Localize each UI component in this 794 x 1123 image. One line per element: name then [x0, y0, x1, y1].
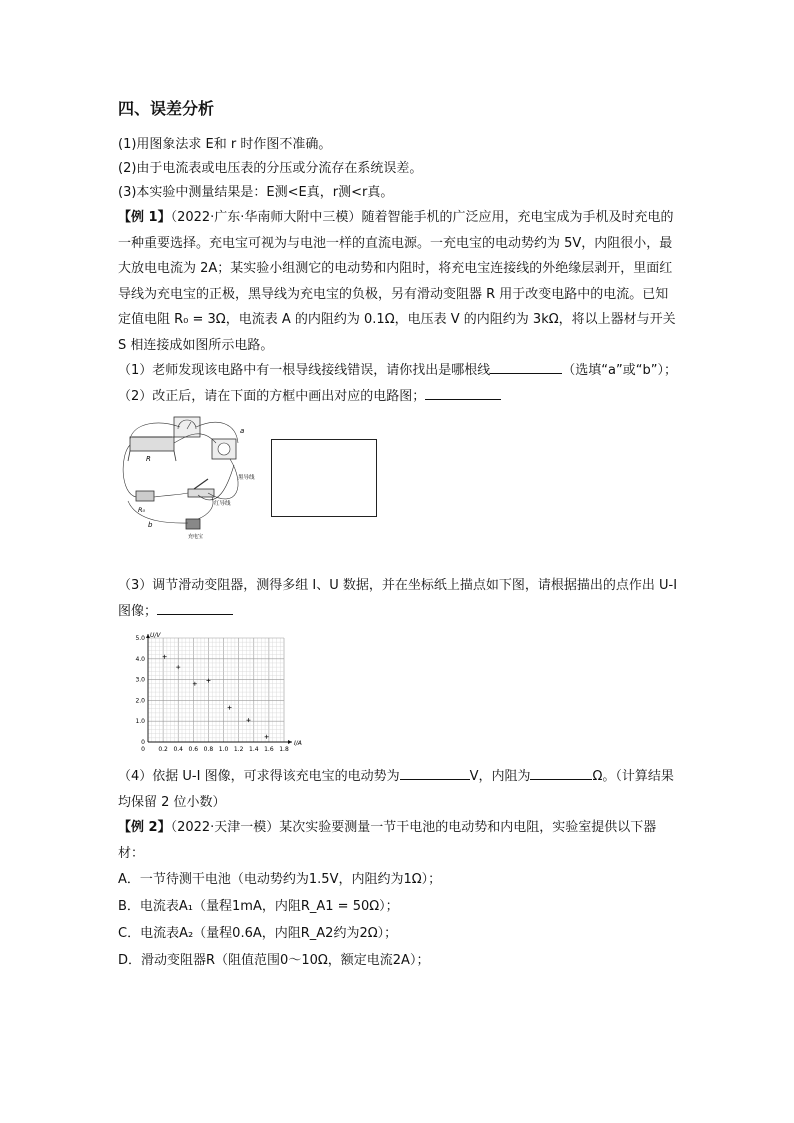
error-point-1: (1)用图象法求 E和 r 时作图不准确。 [118, 137, 332, 152]
question-3 [118, 573, 678, 624]
x-tick-label: 0.6 [188, 746, 199, 753]
y-tick-label: 5.0 [135, 635, 145, 642]
origin-label: 0 [141, 746, 145, 753]
x-tick-label: 0.4 [173, 746, 183, 753]
question-1 [118, 358, 678, 384]
question-4-text-a: （4）依据 U-I 图像，可求得该充电宝的电动势为 [118, 769, 400, 784]
label-black-wire: 黑导线 [238, 475, 255, 481]
resistor-R0-icon [136, 491, 154, 501]
option-c: C．电流表A₂（量程0.6A，内阻R_A2约为2Ω）； [118, 926, 398, 941]
label-b: b [148, 521, 153, 529]
question-4 [118, 764, 678, 815]
power-bank-icon [186, 519, 200, 529]
figure-row [118, 415, 678, 565]
label-red-wire: 红导线 [214, 501, 231, 507]
data-point [176, 665, 180, 669]
document-page [118, 96, 678, 974]
rheostat-icon [130, 437, 174, 451]
example2-paragraph [118, 815, 678, 866]
x-axis-arrow [288, 740, 292, 744]
y-tick-label: 1.0 [135, 718, 145, 726]
question-2 [118, 384, 678, 410]
example1-paragraph [118, 205, 678, 358]
answer-blank-2[interactable] [425, 385, 501, 400]
answer-blank-resistance[interactable] [530, 765, 592, 780]
chart-ticks [135, 632, 301, 753]
answer-drawing-box[interactable] [271, 439, 377, 517]
option-d: D．滑动变阻器R（阻值范围0～10Ω，额定电流2A）； [118, 953, 430, 968]
data-point [206, 679, 210, 683]
chart-grid [148, 638, 284, 742]
circuit-diagram [118, 415, 258, 540]
x-tick-label: 1.0 [218, 746, 229, 753]
y-tick-label: 3.0 [135, 676, 145, 684]
y-tick-label: 4.0 [135, 655, 145, 663]
question-4-text-b: V，内阻为 [469, 769, 531, 784]
u-i-chart [118, 630, 302, 754]
answer-blank-emf[interactable] [400, 765, 470, 780]
example1-tag: 【例 1】 [118, 210, 171, 225]
y-axis-label: U/V [150, 632, 161, 639]
y-tick-label: 2.0 [135, 697, 145, 705]
error-point-2: (2)由于电流表或电压表的分压或分流存在系统误差。 [118, 161, 423, 176]
section-title: 四、误差分析 [118, 99, 215, 118]
option-b: B．电流表A₁（量程1mA，内阻R_A1 = 50Ω）； [118, 899, 399, 914]
x-tick-label: 0.8 [203, 746, 214, 753]
question-1-text: （1）老师发现该电路中有一根导线接线错误，请你找出是哪根线 [118, 363, 491, 378]
answer-blank-1[interactable] [490, 359, 562, 374]
example1-intro: 随着智能手机的广泛应用，充电宝成为手机及时充电的一种重要选择。充电宝可视为与电池一样的直流电源。一充电宝的电动势约为 5V，内阻很小，最大放电电流为 2A；某实验小组测它的电动势和内阻时，将充电宝连接线的外绝缘层剥开，里面红导线为充电宝的正极，黑导线为充电宝的负极，另有滑动变阻器 R 用于改变电路中的电流。已知定值电阻 R₀ = 3Ω，电流表 A 的内阻约为 0.1Ω，电压表 V 的内阻约为 3kΩ，将以上器材与开关 S 相连接成如图所示电路。 [118, 210, 676, 353]
x-tick-label: 1.6 [264, 746, 274, 753]
label-power-bank: 充电宝 [188, 534, 204, 540]
example2-tag: 【例 2】 [118, 820, 171, 835]
x-axis-label: I/A [294, 740, 302, 747]
error-point-3: (3)本实验中测量结果是：E测<E真，r测<r真。 [118, 185, 394, 200]
answer-blank-3[interactable] [157, 600, 233, 615]
option-a: A．一节待测干电池（电动势约为1.5V，内阻约为1Ω）； [118, 872, 442, 887]
example1-source: （2022·广东·华南师大附中三模） [170, 210, 362, 225]
question-1-tail: （选填“a”或“b”）； [562, 363, 677, 378]
x-tick-label: 1.2 [233, 746, 244, 753]
y-tick-label: 0 [141, 739, 145, 746]
x-tick-label: 1.4 [249, 746, 259, 753]
x-tick-label: 1.8 [279, 746, 289, 753]
label-R: R [146, 455, 151, 463]
switch-icon [188, 489, 214, 497]
x-tick-label: 0.2 [158, 746, 168, 753]
example2-intro: 某次实验要测量一节干电池的电动势和内电阻，实验室提供以下器材： [118, 820, 657, 861]
question-4-text-c: Ω。（计算结果均保留 2 位小数） [118, 769, 674, 810]
label-a: a [240, 427, 245, 435]
example2-source: （2022·天津一模） [170, 820, 280, 835]
question-2-text: （2）改正后，请在下面的方框中画出对应的电路图； [118, 388, 426, 404]
question-3-text: （3）调节滑动变阻器，测得多组 I、U 数据，并在坐标纸上描点如下图，请根据描出的点作出 U-I 图像； [118, 578, 678, 619]
label-R0: R₀ [138, 506, 146, 514]
